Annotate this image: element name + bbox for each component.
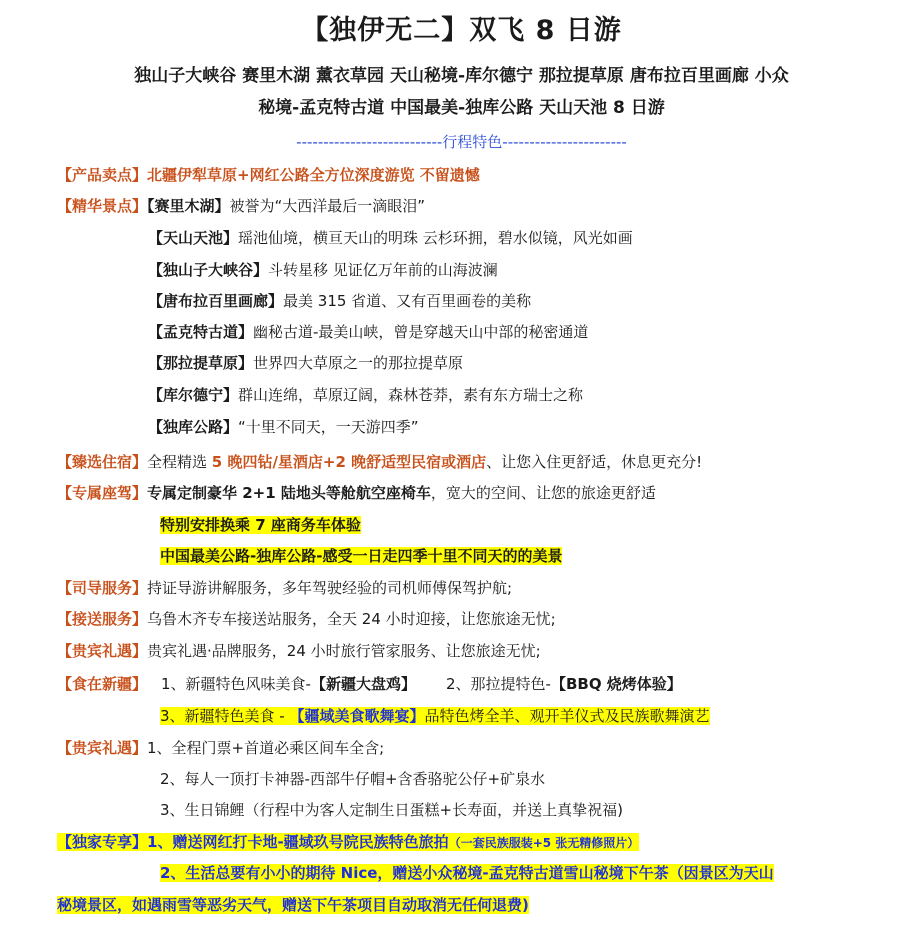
spot-desc: 幽秘古道-最美山峡，曾是穿越天山中部的秘密通道: [253, 323, 589, 341]
vehicle-row: [57, 482, 656, 504]
spot-desc: 群山连绵，草原辽阔，森林苍莽，素有东方瑞士之称: [238, 386, 584, 404]
spot-desc: 被誉为“大西洋最后一滴眼泪”: [229, 197, 426, 215]
exclusive-row-2: [160, 862, 774, 884]
food-item-2-bold: 【BBQ 烧烤体验】: [550, 675, 682, 693]
vehicle-bold: 专属定制豪华 2+1 陆地头等舱航空座椅车: [147, 484, 431, 502]
section-label: 【产品卖点】: [57, 166, 148, 184]
vehicle-highlight-1: 特别安排换乘 7 座商务车体验: [160, 516, 361, 534]
exclusive-item-1-note: （一套民族服装+5 张无精修照片）: [448, 836, 640, 850]
vip-text: 贵宾礼遇·品牌服务，24 小时旅行管家服务、让您旅途无忧;: [147, 642, 541, 660]
spot-desc: “十里不同天，一天游四季”: [238, 418, 419, 436]
food-item-1-bold: 【新疆大盘鸡】: [310, 675, 416, 693]
food-item-3-pre: 3、新疆特色美食 -: [160, 707, 290, 725]
spot-row: [148, 321, 588, 343]
vehicle-highlight-2: 中国最美公路-独库公路-感受一日走四季十里不同天的的美景: [160, 547, 563, 565]
food-item-3-post: 品特色烤全羊、观开羊仪式及民族歌舞演艺: [424, 707, 710, 725]
spot-row: [148, 259, 498, 281]
food-row: [57, 673, 682, 695]
food-item-3-blue: 【疆域美食歌舞宴】: [289, 707, 425, 725]
section-label: 【司导服务】: [57, 579, 148, 597]
section-label: 【臻选住宿】: [57, 453, 148, 471]
food-line-3: [160, 705, 710, 727]
spot-name: 【独库公路】: [148, 418, 239, 436]
selling-point-text: 北疆伊犁草原+网红公路全方位深度游览 不留遗憾: [147, 166, 480, 184]
section-divider: ---------------------------行程特色-----------------------: [296, 133, 627, 151]
section-label: 【专属座驾】: [57, 484, 148, 502]
exclusive-row: [57, 831, 639, 854]
spot-name: 【独山子大峡谷】: [148, 261, 269, 279]
exclusive-item-2-line-2: 秘境景区，如遇雨雪等恶劣天气，赠送下午茶项目自动取消无任何退费): [57, 896, 529, 914]
page-title: 【独伊无二】双飞 8 日游: [301, 15, 622, 46]
gift-row: [160, 768, 545, 790]
gift-row: [160, 799, 623, 821]
gift-item: 3、生日锦鲤（行程中为客人定制生日蛋糕+长寿面，并送上真挚祝福): [160, 801, 623, 819]
accommodation-highlight: 5 晚四钻/星酒店+2 晚舒适型民宿或酒店: [211, 453, 487, 471]
gift-item: 1、全程门票+首道必乘区间车全含;: [147, 739, 385, 757]
accommodation-pre: 全程精选: [147, 453, 212, 471]
vip-row: [57, 640, 541, 662]
spot-name: 【赛里木湖】: [147, 197, 230, 215]
transfer-row: [57, 608, 556, 630]
vehicle-line-3: [160, 545, 562, 567]
guide-row: [57, 577, 512, 599]
exclusive-highlight: [57, 833, 639, 851]
spot-row: [148, 352, 463, 374]
section-label: 【贵宾礼遇】: [57, 739, 148, 757]
section-label: 【食在新疆】: [57, 675, 148, 693]
spot-name: 【天山天池】: [148, 229, 239, 247]
section-label: 【接送服务】: [57, 610, 148, 628]
section-label: 【精华景点】: [57, 197, 148, 215]
accommodation-post: 、让您入住更舒适，休息更充分!: [486, 453, 703, 471]
spot-row: [148, 384, 583, 406]
spot-desc: 斗转星移 见证亿万年前的山海波澜: [268, 261, 498, 279]
spot-name: 【那拉提草原】: [148, 354, 254, 372]
exclusive-item-1: 1、赠送网红打卡地-疆域玖号院民族特色旅拍: [147, 833, 449, 851]
section-label: 【贵宾礼遇】: [57, 642, 148, 660]
selling-point-row: [57, 164, 480, 186]
food-item-3-highlight: [160, 707, 710, 725]
food-item-1: 1、新疆特色风味美食-: [161, 675, 311, 693]
guide-text: 持证导游讲解服务，多年驾驶经验的司机师傅保驾护航;: [147, 579, 513, 597]
spot-name: 【唐布拉百里画廊】: [148, 292, 284, 310]
food-item-2: 2、那拉提特色-: [446, 675, 551, 693]
spot-desc: 最美 315 省道、又有百里画卷的美称: [283, 292, 532, 310]
spot-name: 【库尔德宁】: [148, 386, 239, 404]
subtitle-line-2: 秘境-孟克特古道 中国最美-独库公路 天山天池 8 日游: [258, 98, 665, 118]
spot-desc: 世界四大草原之一的那拉提草原: [253, 354, 464, 372]
highlights-row: [57, 195, 425, 217]
transfer-text: 乌鲁木齐专车接送站服务，全天 24 小时迎接，让您旅途无忧;: [147, 610, 556, 628]
vehicle-rest: ，宽大的空间、让您的旅途更舒适: [430, 484, 656, 502]
spot-row: [148, 290, 531, 312]
vehicle-line-2: [160, 514, 361, 536]
gifts-row: [57, 737, 384, 759]
exclusive-item-2-line-1: 2、生活总要有小小的期待 Nice，赠送小众秘境-孟克特古道雪山秘境下午茶（因景区为天山: [160, 864, 774, 882]
gift-item: 2、每人一顶打卡神器-西部牛仔帽+含香骆驼公仔+矿泉水: [160, 770, 546, 788]
spot-row: [148, 227, 633, 249]
spot-desc: 瑶池仙境，横亘天山的明珠 云杉环拥，碧水似镜，风光如画: [238, 229, 633, 247]
section-label: 【独家专享】: [57, 833, 148, 851]
exclusive-row-3: [57, 894, 529, 916]
spot-row: [148, 416, 419, 438]
spot-name: 【孟克特古道】: [148, 323, 254, 341]
subtitle-line-1: 独山子大峡谷 赛里木湖 薰衣草园 天山秘境-库尔德宁 那拉提草原 唐布拉百里画廊 小众: [134, 66, 789, 86]
accommodation-row: [57, 451, 702, 473]
